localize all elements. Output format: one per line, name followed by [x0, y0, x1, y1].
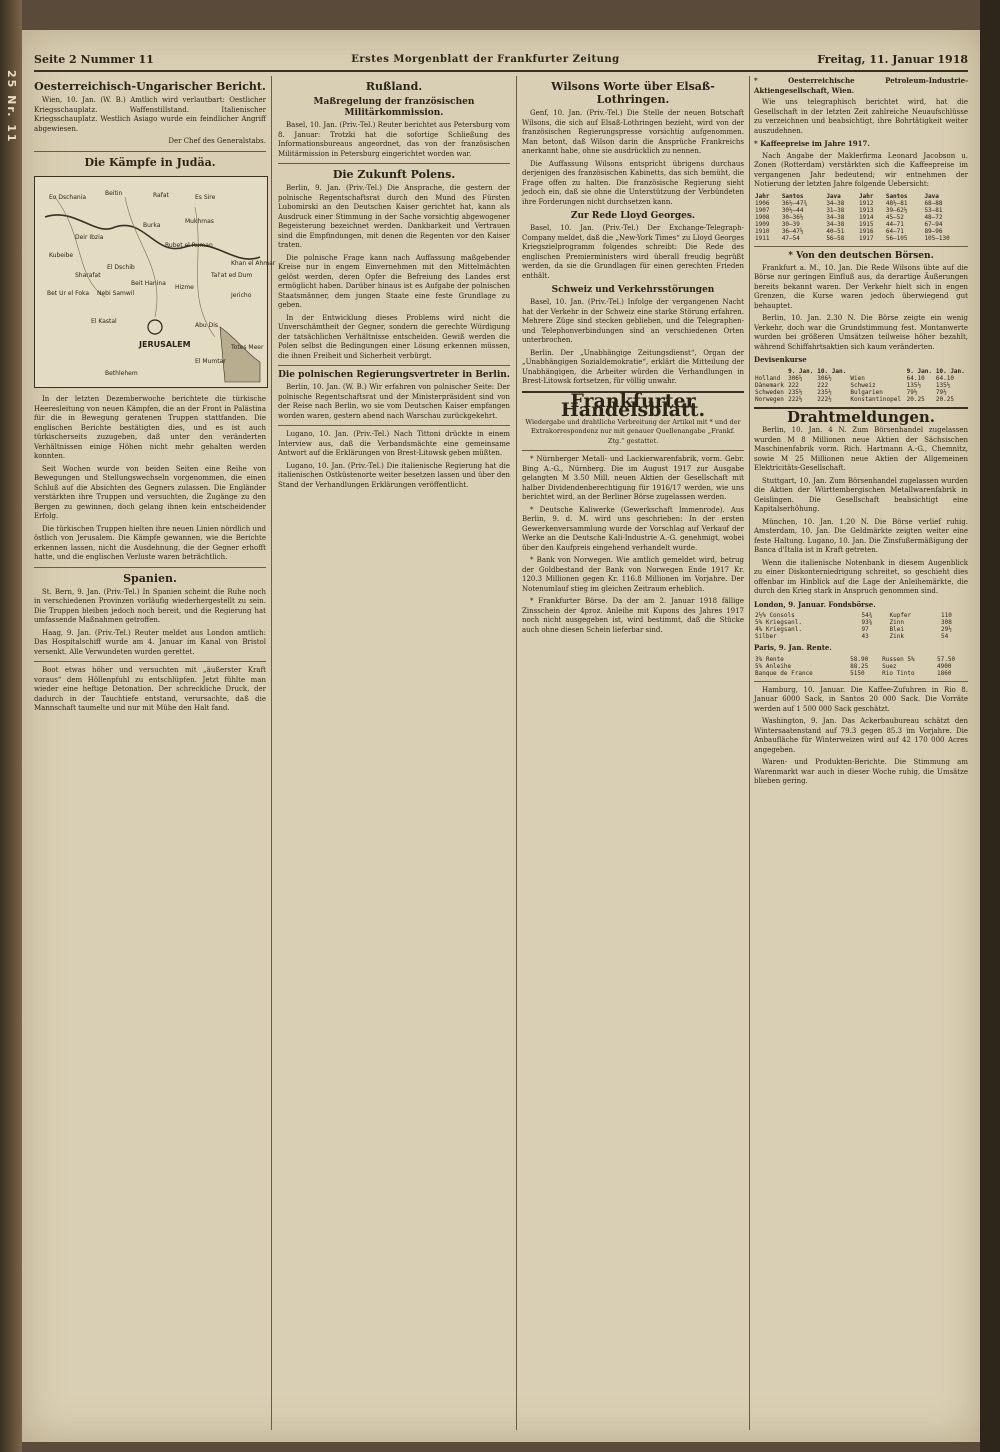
article-headline: Rußland. — [365, 80, 423, 93]
article-text: In der Entwicklung dieses Problems wird nicht die Unverschämtheit der Gegner, sondern die gerechte Würdigung der tatsächlichen Verhältnisse entscheiden. Gewiß werden die Polen selbst die Bedingungen einer Lösung erkennen müssen, die ihnen Freiheit und Sicherheit verbürgt. — [278, 313, 510, 360]
map-place-label: Bethlehem — [105, 369, 138, 377]
table-row — [754, 396, 968, 403]
table-cell: 67–94 — [924, 220, 943, 228]
table-cell: 20.25 — [906, 395, 925, 403]
map-place-label: El Dschib — [107, 263, 135, 271]
map-place-label: Bet Ur el Foka — [47, 289, 90, 297]
business-item: * Deutsche Kaliwerke (Gewerkschaft Immenrode). Aus Berlin, 9. d. M. wird uns geschrieben: In der ersten Gewerkenversammlung wurde der Vorschlag auf Verkauf der Werke an die Deutsche Kali-Industrie A.-G. genehmigt, wobei über den Kaufpreis eingehend verhandelt wurde. — [522, 505, 744, 552]
table-cell: Russen 5% — [882, 655, 915, 663]
table-cell: 31–38 — [826, 206, 845, 214]
divider — [278, 425, 510, 426]
item-headline: * Oesterreichische Petroleum-Industrie-Aktiengesellschaft, Wien. — [754, 76, 968, 95]
drahtmeldungen-title: Drahtmeldungen. — [786, 407, 936, 426]
table-cell: 68–88 — [924, 199, 943, 207]
exchange-rate-table — [754, 368, 968, 403]
map-place-label: Beitin — [105, 189, 123, 197]
divider — [34, 151, 266, 152]
table-cell: Wien — [850, 374, 865, 382]
business-item: Wie uns telegraphisch berichtet wird, hat die Gesellschaft in der letzten Zeit zahlreiche Neuaufschlüsse zu verzeichnen und beabsichtigt, ihre Bohrtätigkeit weiter auszudehnen. — [754, 98, 968, 135]
article-headline: Oesterreichisch-Ungarischer Bericht. — [34, 80, 266, 93]
article-headline: Spanien. — [123, 571, 177, 585]
table-cell: Kupfer — [889, 612, 912, 619]
table-row — [754, 382, 968, 389]
article-text: Lugano, 10. Jan. (Priv.-Tel.) Die italienische Regierung hat die italienischen Ostküstenorte weiter besetzen lassen und über den Stand der Verhandlungen Erklärungen veröffentlicht. — [278, 461, 510, 489]
table-cell: 1906 — [755, 199, 770, 207]
table-cell: Bulgarien — [850, 388, 883, 396]
table-cell: Zink — [889, 633, 904, 640]
table-cell: 1912 — [859, 199, 874, 207]
map-place-label: Eo Dschania — [49, 193, 87, 201]
table-cell: Schweiz — [850, 381, 876, 389]
table-cell: 222½ — [817, 395, 832, 403]
masthead — [34, 48, 968, 72]
table-row — [754, 214, 968, 221]
table-cell: Holland — [755, 374, 781, 382]
table-cell: Dänemark — [755, 381, 784, 389]
article-text: Seit Wochen wurde von beiden Seiten eine Reihe von Bewegungen und Stellungswechseln vorgenommen, die einen Schluß auf die Absichten des Gegners zulassen. Die Engländer verstärkten ihre Truppen und versuchten, die Zugänge zu den Bergen zu gewinnen, doch gelang ihnen kein entscheidender Erfolg. — [34, 464, 266, 520]
map-place-label: El Mumtar — [195, 357, 226, 365]
table-cell: 48–72 — [924, 213, 943, 221]
table-cell: 2½% Consols — [755, 612, 795, 619]
table-cell: 56–58 — [826, 234, 845, 242]
table-cell: 222½ — [788, 395, 803, 403]
map-place-label: Kubeibe — [49, 251, 74, 259]
table-cell: 1910 — [755, 227, 770, 235]
table-header-cell: 10. Jan. — [817, 367, 847, 375]
table-row — [754, 670, 968, 677]
table-cell: 110 — [941, 612, 952, 619]
business-item: Washington, 9. Jan. Das Ackerbaubureau schätzt den Wintersaatenstand auf 79.3 gegen 85.3 im Vorjahre. Die Anbaufläche für Winterweizen wird auf 42 170 000 Acres angegeben. — [754, 717, 968, 754]
business-item: München, 10. Jan. 1.20 N. Die Börse verlief ruhig. Amsterdam, 10. Jan. Die Geldmärkte zeigten weiter eine feste Haltung. Lugano, 10. Jan. Die Zinsfußermäßigung der Banca d'Italia ist in Kraft getreten. — [754, 517, 968, 554]
table-cell: 43 — [861, 633, 869, 640]
table-cell: 64.10 — [935, 374, 954, 382]
table-cell: 306½ — [817, 374, 832, 382]
table-cell: 56–105 — [885, 234, 908, 242]
divider — [34, 567, 266, 568]
table-cell: Konstantinopel — [850, 395, 901, 403]
table-header-cell — [849, 368, 905, 375]
divider — [34, 661, 266, 662]
table-cell: 20.25 — [935, 395, 954, 403]
map-place-label: Rubet el Ruman — [165, 241, 213, 249]
article-headline: Die Zukunft Polens. — [332, 168, 456, 181]
page-number: Seite 2 Nummer 11 — [34, 52, 154, 66]
table-cell: 1908 — [755, 213, 770, 221]
article-text: Lugano, 10. Jan. (Priv.-Tel.) Nach Tittoni drückte in einem Interview aus, daß die Verbandsmächte eine gemeinsame Antwort auf die Erklärungen von Brest-Litowsk geben müßten. — [278, 430, 510, 457]
london-market-table — [754, 612, 968, 640]
business-item: Nach Angabe der Maklerfirma Leonard Jacobson u. Zonen (Rotterdam) verstärkten sich die Kaffeepreise im vergangenen Jahr bedeutend; wir entnehmen der Notierung der letzten Jahre folgende Uebersicht: — [754, 151, 968, 188]
column-rule — [271, 76, 272, 1430]
article-text: Berlin, 9. Jan. (Priv.-Tel.) Die Ansprache, die gestern der polnische Regentschaftsrat durch den Mund des Fürsten Lubomirski an den Deutschen Kaiser gerichtet hat, kann als Ausdruck einer Stimmung in der Sache vorsichtig abgewogener Begeisterung bezeichnet werden. Dankbarkeit und Vertrauen sind die Empfindungen, mit denen die Regenten vor den Kaiser traten. — [278, 184, 510, 249]
table-cell: 47–54 — [781, 234, 800, 242]
divider — [754, 681, 968, 682]
paper-title: Erstes Morgenblatt der Frankfurter Zeitung — [351, 53, 620, 65]
map-place-label: Jericho — [231, 291, 252, 299]
table-row — [754, 663, 968, 670]
table-cell: 135½ — [906, 381, 922, 389]
table-cell: 1914 — [859, 213, 874, 221]
map-place-label: Sharafat — [75, 271, 101, 279]
article-subheadline: Schweiz und Verkehrsstörungen — [551, 285, 715, 295]
table-caption: London, 9. Januar. Fondsbörse. — [754, 599, 876, 609]
table-cell: 54¾ — [861, 612, 873, 619]
table-row — [754, 619, 968, 626]
article-text: Wien, 10. Jan. (W. B.) Amtlich wird verlautbart: Oestlicher Kriegsschauplatz. Waffenstillstand. Italienischer Kriegsschauplatz. Westlich Asiago wurde ein feindlicher Angriff abgewiesen. — [34, 96, 266, 133]
newspaper-page — [22, 30, 980, 1442]
table-cell: 89–96 — [924, 227, 943, 235]
table-cell: 5150 — [850, 669, 865, 677]
issue-date: Freitag, 11. Januar 1918 — [817, 52, 968, 66]
article-text: Die Auffassung Wilsons entspricht übrigens durchaus derjenigen des französischen Kabinetts, das sich bemüht, die Frage offen zu halten. Die französische Regierung sieht jedoch ein, daß sie ohne die Unterstützung der Verbündeten ihre Forderungen nicht durchsetzen kann. — [522, 159, 744, 206]
table-cell: 64–71 — [885, 227, 904, 235]
table-cell: Silber — [755, 633, 777, 640]
map-place-label: Tal'at ed Dum — [211, 271, 253, 279]
business-item: Wenn die italienische Notenbank in diesem Augenblick zu einer Diskonterniedrigung schreitet, so geschieht dies offenbar im Hinblick auf die Lage der Anleihemärkte, die durch den Krieg stark in Anspruch genommen sind. — [754, 558, 968, 595]
table-cell: Norwegen — [755, 395, 784, 403]
table-cell: 44–71 — [885, 220, 904, 228]
article-text: In der letzten Dezemberwoche berichtete die türkische Heeresleitung von neuen Kämpfen, die an der Front in Palästina für die in Bewegung geratenen Truppen stattfanden. Die englischen Berichte bestätigten dies, und es ist auch türkischerseits zuzugeben, daß unter den veränderten Verhältnissen einige Höhen nicht mehr gehalten werden konnten. — [34, 395, 266, 460]
table-cell: 54 — [941, 633, 949, 640]
table-cell: 34–38 — [826, 213, 845, 221]
business-item: Berlin, 10. Jan. 2.30 N. Die Börse zeigte ein wenig Verkehr, doch war die Grundstimmung fest. Montanwerte wurden bei größeren Umsätzen teilweise höher bezahlt, während Schiffahrtsaktien sich kaum veränderten. — [754, 314, 968, 351]
column-2 — [278, 76, 510, 1430]
table-row — [754, 389, 968, 396]
table-cell: 97 — [861, 626, 869, 633]
business-item: Frankfurt a. M., 10. Jan. Die Rede Wilsons übte auf die Börse nur geringen Einfluß aus, da derartige Äußerungen bereits bekannt waren. Der Verkehr hielt sich in engen Grenzen, die Kurse waren jedoch überwiegend gut behauptet. — [754, 263, 968, 310]
article-headline: Die polnischen Regierungsvertreter in Berlin. — [278, 370, 510, 380]
map-place-label: JERUSALEM — [139, 339, 191, 349]
table-cell: Banque de France — [755, 669, 813, 677]
table-cell: 308 — [941, 619, 952, 626]
table-cell: 1913 — [859, 206, 874, 214]
column-rule — [749, 76, 750, 1430]
table-caption: Devisenkurse — [754, 355, 807, 364]
item-headline: * Kaffeepreise im Jahre 1917. — [754, 139, 870, 148]
column-4 — [754, 76, 968, 1430]
article-text: Berlin. Der „Unabhängige Zeitungsdienst“, Organ der „Unabhängigen Sozialdemokratie“, erklärt die Mitteilung der Unabhängigen, die Arbeiter würden die Verhandlungen in Brest-Litowsk fortsetzen, für völlig unwahr. — [522, 348, 744, 385]
table-cell: 79½ — [935, 388, 947, 396]
table-caption: Paris, 9. Jan. Rente. — [754, 643, 832, 652]
table-cell: 34–38 — [826, 199, 845, 207]
spine-label: 25 Nr. 11 — [5, 70, 18, 144]
business-item: Waren- und Produkten-Berichte. Die Stimmung am Warenmarkt war auch in dieser Woche ruhig, die Umsätze blieben gering. — [754, 758, 968, 785]
divider — [278, 365, 510, 366]
table-cell: 1911 — [755, 234, 770, 242]
table-row — [754, 207, 968, 214]
map-place-label: Deir Ibzia — [75, 233, 104, 241]
table-cell: 235½ — [788, 388, 803, 396]
article-text: Die polnische Frage kann nach Auffassung maßgebender Kreise nur in engem Einvernehmen mit den Mittelmächten gelöst werden, deren Opfer die Befreiung des Landes erst ermöglicht haben. Darüber hinaus ist es Aufgabe der polnischen Staatsmänner, dem jungen Staate eine feste Grundlage zu geben. — [278, 253, 510, 309]
table-cell: 36–47½ — [781, 227, 804, 235]
table-header-row — [754, 368, 968, 375]
map-place-label: El Kastal — [91, 317, 117, 325]
table-cell: 135½ — [935, 381, 951, 389]
table-header-cell: 9. Jan. — [788, 367, 814, 375]
table-row — [754, 235, 968, 242]
map-place-label: Beit Hanina — [131, 279, 166, 287]
table-cell: 39–62½ — [885, 206, 908, 214]
table-cell: 1915 — [859, 220, 874, 228]
article-text: Basel, 10. Jan. (Priv.-Tel.) Reuter berichtet aus Petersburg vom 8. Januar: Trotzki hat die sofortige Schließung des Informationsbureaus angeordnet, das von der französischen Militärmission in Petersburg eingerichtet worden war. — [278, 121, 510, 158]
column-1 — [34, 76, 276, 1430]
divider — [278, 163, 510, 164]
map-place-label: Totes Meer — [231, 343, 264, 351]
table-header-cell: Java — [826, 192, 841, 200]
table-cell: 29½ — [941, 626, 952, 633]
divider — [522, 450, 744, 451]
table-cell: 45–52 — [885, 213, 904, 221]
table-cell: 79½ — [906, 388, 918, 396]
business-item: Stuttgart, 10. Jan. Zum Börsenhandel zugelassen wurden die Aktien der Württembergischen Metallwarenfabrik in Geislingen. Die Gesellschaft beabsichtigt eine Kapitalserhöhung. — [754, 476, 968, 513]
table-row — [754, 612, 968, 619]
map-place-label: Mukhmas — [185, 217, 214, 225]
table-header-cell: 10. Jan. — [935, 367, 965, 375]
article-text: Basel, 10. Jan. (Priv.-Tel.) Infolge der vergangenen Nacht hat der Verkehr in der Schweiz eine starke Störung erfahren. Mehrere Züge sind stecken geblieben, und die Telegraphen- und Telephonverbindungen sind an verschiedenen Orten unterbrochen. — [522, 298, 744, 344]
table-row — [754, 221, 968, 228]
article-subheadline: Zur Rede Lloyd Georges. — [570, 211, 696, 221]
table-header-cell: 9. Jan. — [906, 367, 932, 375]
column-rule — [516, 76, 517, 1430]
table-cell: 30–39 — [781, 220, 800, 228]
table-cell: 4% Kriegsanl. — [755, 626, 802, 633]
table-row — [754, 375, 968, 382]
article-text: Genf, 10. Jan. (Priv.-Tel.) Die Stelle der neuen Botschaft Wilsons, die sich auf Elsaß-Lothringen bezieht, wird von der französischen Regierungspresse vorsichtig aufgenommen. Man betont, daß Wilson darin die Ansprüche Frankreichs anerkannt habe, ohne sie ausdrücklich zu nennen. — [522, 109, 744, 155]
map-place-label: Burka — [143, 221, 161, 229]
table-cell: 34–38 — [826, 220, 845, 228]
table-cell: 1916 — [859, 227, 874, 235]
table-cell: Suez — [882, 662, 897, 670]
map-place-label: Rafat — [153, 191, 169, 199]
map-place-label: Nebi Samwil — [97, 289, 135, 297]
article-headline: Wilsons Worte über Elsaß-Lothringen. — [551, 80, 715, 106]
reprint-note: Wiedergabe und drahtliche Verbreitung der Artikel mit * und der Extrakorrespondenz nur mit genauer Quellenangabe „Frankf. Ztg.“ gestattet. — [525, 417, 741, 445]
business-item: * Bank von Norwegen. Wie amtlich gemeldet wird, betrug der Goldbestand der Bank von Norwegen Ende 1917 Kr. 120.3 Millionen gegen Kr. 116.8 Millionen im Vorjahre. Der Notenumlauf stieg im gleichen Zeitraum erheblich. — [522, 556, 744, 593]
table-cell: 1909 — [755, 220, 770, 228]
column-3 — [522, 76, 744, 1430]
table-cell: 222 — [788, 381, 799, 389]
table-row — [754, 200, 968, 207]
table-cell: 222 — [817, 381, 829, 389]
judaea-map — [34, 176, 276, 388]
table-cell: 4900 — [937, 662, 952, 670]
table-header-cell: Santos — [885, 192, 908, 200]
table-cell: 93⅝ — [861, 619, 873, 626]
map-place-label: Es Sire — [195, 193, 216, 201]
table-cell: 1860 — [937, 669, 952, 677]
map-place-label: Abu Dis — [195, 321, 219, 329]
section-headline: * Von den deutschen Börsen. — [788, 250, 934, 261]
table-cell: Blei — [889, 626, 904, 633]
article-text: Basel, 10. Jan. (Priv.-Tel.) Der Exchange-Telegraph-Company meldet, daß die „New-York Times“ zu Lloyd Georges Kriegszielprogramm folgendes schreibt: Die Rede des englischen Premierministers wird überall freudig begrüßt werden, da sie die Grundlagen für einen gerechten Frieden enthält. — [522, 224, 744, 280]
table-cell: 5% Kriegsanl. — [755, 619, 802, 626]
table-cell: 88.25 — [850, 662, 869, 670]
table-row — [754, 633, 968, 640]
article-text: St. Bern, 9. Jan. (Priv.-Tel.) In Spanien scheint die Ruhe noch in verschiedenen Provinzen vorläufig wiederhergestellt zu sein. Die Truppen bleiben jedoch noch bereit, und die Regierung hat umfassende Maßnahmen getroffen. — [34, 587, 266, 624]
table-header-cell — [754, 368, 787, 375]
signature: Der Chef des Generalstabs. — [168, 137, 266, 145]
map-place-label: Hizme — [175, 283, 194, 291]
coffee-price-table — [754, 193, 968, 242]
table-cell: 105–130 — [924, 234, 950, 242]
business-item: Berlin, 10. Jan. 4 N. Zum Börsenhandel zugelassen wurden M 8 Millionen neue Aktien der Sächsischen Maschinenfabrik vorm. Rich. Hartmann A.-G., Chemnitz, sowie M 25 Millionen neue Aktien der Allgemeinen Elektricitäts-Gesellschaft. — [754, 426, 968, 472]
paris-market-table — [754, 656, 968, 677]
table-cell: 306½ — [788, 374, 803, 382]
table-cell: 36½–47¾ — [781, 199, 808, 207]
table-cell: 3% Rente — [755, 655, 784, 663]
table-cell: 1917 — [859, 234, 874, 242]
table-cell: 235½ — [817, 388, 832, 396]
table-header-row — [754, 193, 968, 200]
table-cell: 30–36½ — [781, 213, 804, 221]
article-text: Haag, 9. Jan. (Priv.-Tel.) Reuter meldet aus London amtlich: Das Hospitalschiff wurde am 4. Januar im Kanal von Bristol versenkt. Alle Verwundeten wurden gerettet. — [34, 628, 266, 656]
article-subheadline: Maßregelung der französischen Militärkommission. — [313, 97, 475, 118]
table-header-cell: Jahr — [859, 192, 874, 200]
table-header-cell: Java — [924, 192, 939, 200]
table-cell: Rio Tinto — [882, 669, 915, 677]
handelsblatt-title: Frankfurter Handelsblatt. — [560, 389, 706, 421]
map-place-label: Khan el Ahmar — [231, 259, 276, 267]
table-cell: 57.50 — [937, 655, 956, 663]
page-edge — [980, 0, 1000, 1452]
table-row — [754, 656, 968, 663]
table-cell: 53–81 — [924, 206, 943, 214]
table-cell: 30½–44 — [781, 206, 804, 214]
article-text: Boot etwas höher und versuchten mit „äußerster Kraft voraus“ dem Höllenpfuhl zu entschlüpfen. Jetzt fühlte man wieder eine heftige Detonation. Der schreckliche Druck, der dadurch in der Tauchtiefe entstand, verursachte, daß die Mannschaft taumelte und nur mit Mühe den Halt fand. — [34, 666, 266, 712]
table-cell: 48½–81 — [885, 199, 908, 207]
table-header-cell: Jahr — [755, 192, 770, 200]
table-cell: 64.10 — [906, 374, 925, 382]
table-row — [754, 626, 968, 633]
business-item: * Frankfurter Börse. Da der am 2. Januar 1918 fällige Zinsschein der 4proz. Anleihe mit Kupons des Jahres 1917 noch nicht ausgegeben ist, wird bestimmt, daß die Stücke auch ohne diesen Schein lieferbar sind. — [522, 597, 744, 634]
business-item: Hamburg, 10. Januar. Die Kaffee-Zufuhren in Rio 8. Januar 6000 Sack, in Santos 20 000 Sack. Die Vorräte werden auf 1 500 000 Sack geschätzt. — [754, 685, 968, 713]
table-cell: 1907 — [755, 206, 770, 214]
article-text: Berlin, 10. Jan. (W. B.) Wir erfahren von polnischer Seite: Der polnische Regentschaftsrat und der Ministerpräsident sind von der Reise nach Berlin, wo sie vom Deutschen Kaiser empfangen worden waren, gestern abend nach Warschau zurückgekehrt. — [278, 383, 510, 420]
binding-spine — [0, 0, 22, 1452]
business-item: * Nürnberger Metall- und Lackierwarenfabrik, vorm. Gebr. Bing A.-G., Nürnberg. Die im August 1917 zur Ausgabe gelangten M 3.50 Mill. neuen Aktien der Gesellschaft mit halber Dividendenberechtigung für 1916/17 werden, wie uns berichtet wird, an der Berliner Börse zugelassen werden. — [522, 455, 744, 501]
table-cell: 5% Anleihe — [755, 662, 792, 670]
table-cell: 58.90 — [850, 655, 869, 663]
table-row — [754, 228, 968, 235]
divider — [754, 246, 968, 247]
article-text: Die türkischen Truppen hielten ihre neuen Linien nördlich und östlich von Jerusalem. Die Kämpfe gewannen, wie die Berichte erkennen lassen, nicht die Ausdehnung, die der Gegner erhofft hatte, und die englischen Verluste waren beträchtlich. — [34, 524, 266, 561]
table-header-cell: Santos — [781, 192, 804, 200]
table-cell: Schweden — [755, 388, 784, 396]
table-cell: 40–51 — [826, 227, 845, 235]
map-headline: Die Kämpfe in Judäa. — [84, 155, 216, 169]
table-cell: Zinn — [889, 619, 904, 626]
